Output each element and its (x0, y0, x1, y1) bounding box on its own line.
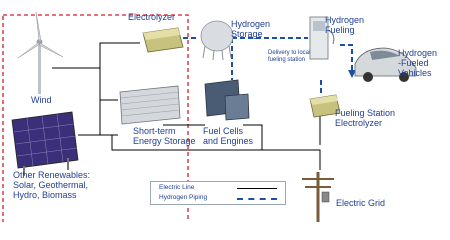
fuel-cells-label: Fuel Cells and Engines (203, 126, 254, 146)
legend-hydrogen-piping-swatch (237, 198, 277, 200)
line-wind-storage (100, 68, 118, 100)
legend-electric-line-label: Electric Line (159, 184, 195, 191)
electrolyzer-icon (143, 28, 183, 52)
legend-electric-line-swatch (237, 188, 277, 189)
line-wind-electrolyzer (52, 43, 140, 68)
electrolyzer-label: Electrolyzer (128, 12, 176, 22)
short-term-storage-icon (120, 86, 180, 124)
other-renewables-label: Other Renewables: Solar, Geothermal, Hydro, Biomass (13, 170, 91, 200)
legend (150, 181, 286, 205)
legend-hydrogen-piping-label: Hydrogen Piping (159, 194, 208, 201)
delivery-label: Delivery to local fueling station (268, 50, 311, 63)
hydrogen-storage-tank-icon (201, 21, 233, 60)
short-term-storage-label: Short-term Energy Storage (133, 126, 196, 146)
hydrogen-fueling-label: Hydrogen Fueling (325, 15, 365, 35)
vehicles-label: Hydrogen -Fueled Vehicles (398, 48, 438, 78)
solar-panel-icon (12, 112, 78, 176)
utility-pole-icon (302, 172, 334, 222)
fuel-cell-icon (205, 80, 249, 120)
station-electrolyzer-label: Fueling Station Electrolyzer (335, 108, 396, 128)
pipe-fueling-vehicles (340, 45, 352, 70)
wind-label: Wind (31, 95, 52, 105)
hydrogen-storage-label: Hydrogen Storage (231, 19, 271, 39)
wind-turbine-icon (18, 12, 63, 94)
electric-grid-label: Electric Grid (336, 198, 386, 208)
